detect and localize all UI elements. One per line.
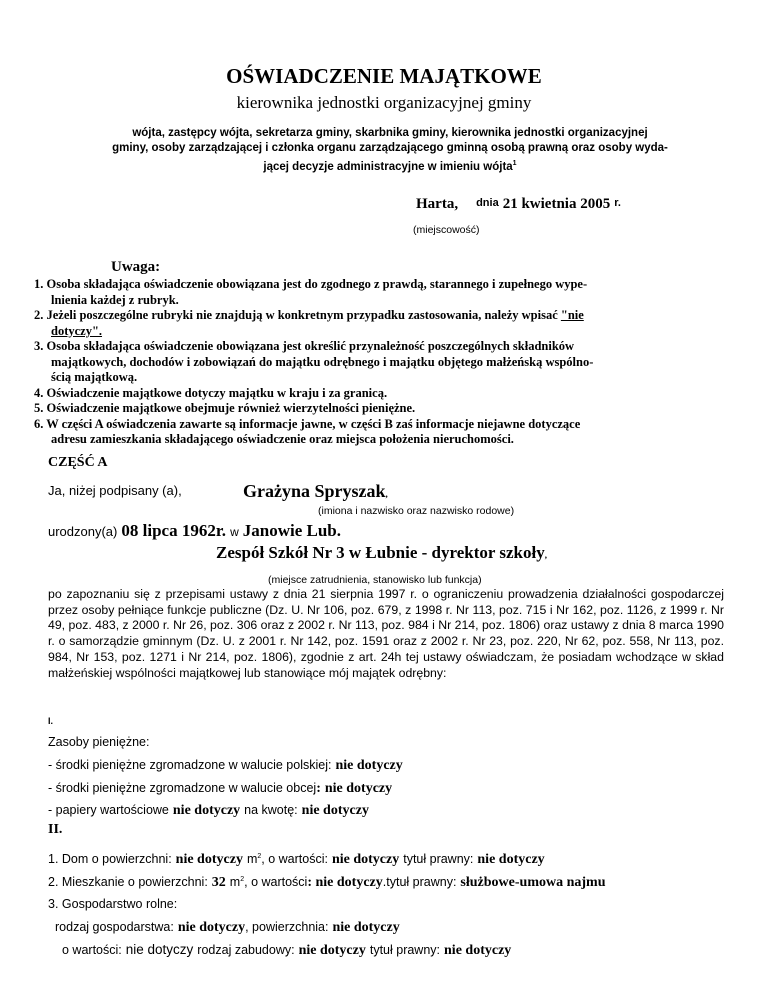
- pln-row: [48, 756, 403, 774]
- farm-value-row: [62, 941, 511, 959]
- house-unit: m: [246, 852, 258, 866]
- note-2: 2. Jeżeli poszczególne rubryki nie znajdują w konkretnym przypadku zastosowania, należy wpisać "nie: [34, 308, 584, 322]
- house-title: nie dotyczy: [477, 852, 545, 867]
- house-title-label: tytuł prawny:: [403, 852, 474, 866]
- note-4: 4. Oświadczenie majątkowe dotyczy majątku w kraju i za granicą.: [34, 385, 388, 400]
- note-2-quote: "nie: [560, 308, 584, 322]
- legal-paragraph: po zapoznaniu się z przepisami ustawy z dnia 21 sierpnia 1997 r. o ograniczeniu prowadzenia działalności gospodarczej przez osoby pełniące funkcje publiczne (Dz. U. Nr 106, poz. 679, z 1998 r. Nr 113, poz. 715 i Nr 162, poz. 1126, z 1999 r. Nr 49, poz. 483, z 2000 r. Nr 26, poz. 306 oraz z 2002 r. Nr 113, poz. 984 i Nr 214, poz. 1806) oraz ustawy z dnia 8 marca 1990 r. o samorządzie gminnym (Dz. U. z 2001 r. Nr 142, poz. 1591 oraz z 2002 r. Nr 23, poz. 220, Nr 62, poz. 558, Nr 113, poz. 984, Nr 153, poz. 1271 i Nr 214, poz. 1806), zgodnie z art. 24h tej ustawy oświadczam, że posiadam wchodzące w skład małżeńskiej wspólności majątkowej lub stanowiące mój majątek odrębny:: [48, 587, 724, 680]
- fx-label: - środki pieniężne zgromadzone w walucie obcej: [48, 781, 317, 795]
- securities-label: - papiery wartościowe: [48, 803, 169, 817]
- workplace-caption: (miejsce zatrudnienia, stanowisko lub funkcja): [268, 574, 482, 586]
- part-a-heading: CZĘŚĆ A: [48, 455, 108, 470]
- farm-value: nie dotyczy: [125, 942, 194, 957]
- born-date: 08 lipca 1962r.: [121, 521, 227, 540]
- declarant-label: Ja, niżej podpisany (a),: [48, 483, 182, 498]
- farm-area-label: , powierzchnia:: [245, 920, 329, 934]
- farm-title: nie dotyczy: [444, 943, 512, 958]
- farm-type: nie dotyczy: [177, 920, 246, 935]
- footnote-mark: 1: [512, 160, 517, 167]
- note-1: 1. Osoba składająca oświadczenie obowiązana jest do zgodnego z prawdą, starannego i zupełnego wype-: [34, 277, 588, 291]
- farm-build: nie dotyczy: [298, 943, 366, 958]
- flat-value: : nie dotyczy: [307, 875, 383, 890]
- house-area: nie dotyczy: [175, 852, 243, 867]
- pln-value: nie dotyczy: [335, 758, 403, 773]
- born-label: urodzony(a): [48, 524, 118, 539]
- notes-list: [34, 277, 734, 448]
- house-row: 1. Dom o powierzchni: nie dotyczy $m^2$, o wartości: nie dotyczy tytuł prawny: nie dotyczy: [48, 852, 545, 867]
- document-title: OŚWIADCZENIE MAJĄTKOWE: [226, 64, 542, 88]
- note-3-cont-2: ścią majątkową.: [51, 370, 138, 384]
- securities-amount-value: nie dotyczy: [301, 803, 369, 818]
- securities-value: nie dotyczy: [172, 803, 241, 818]
- applicable-persons: [60, 126, 720, 175]
- flat-row: 2. Mieszkanie o powierzchni: 32 $m^2$, o wartości: nie dotyczy.tytuł prawny: służbowe-umowa najmu: [48, 875, 606, 890]
- farm-type-label: rodzaj gospodarstwa:: [55, 920, 174, 934]
- flat-title-label: .tytuł prawny:: [382, 875, 457, 889]
- fx-row: - środki pieniężne zgromadzone w walucie obcej: nie dotyczy: [48, 781, 393, 796]
- farm-type-row: [55, 918, 400, 936]
- birth-line: [48, 521, 341, 541]
- date: 21 kwietnia 2005: [502, 196, 611, 212]
- born-place: Janowie Lub.: [242, 521, 341, 540]
- note-6-cont: adresu zamieszkania składającego oświadczenie oraz miejsca położenia nieruchomości.: [51, 432, 514, 446]
- document-subtitle: kierownika jednostki organizacyjnej gminy: [236, 93, 532, 112]
- section-1-roman: I.: [48, 716, 54, 726]
- note-6: 6. W części A oświadczenia zawarte są informacje jawne, w części B zaś informacje niejawne dotyczące: [34, 416, 581, 431]
- securities-row: [48, 801, 369, 819]
- flat-value-label: , o wartości: [244, 875, 308, 889]
- note-3-cont: majątkowych, dochodów i zobowiązań do majątku odrębnego i majątku objętego małżeńską wspólno-: [51, 354, 594, 369]
- place: Harta,: [416, 196, 459, 212]
- house-value-label: , o wartości:: [261, 852, 328, 866]
- farm-area: nie dotyczy: [332, 920, 400, 935]
- place-date: [416, 195, 621, 213]
- date-suffix: r.: [614, 197, 621, 209]
- name-caption: (imiona i nazwisko oraz nazwisko rodowe): [318, 505, 515, 517]
- notes-heading: Uwaga:: [111, 259, 161, 275]
- farm-title-label: tytuł prawny:: [369, 943, 441, 957]
- place-caption: (miejscowość): [413, 224, 480, 236]
- note-3: 3. Osoba składająca oświadczenie obowiązana jest określić przynależność poszczególnych składników: [34, 339, 575, 353]
- note-1-cont: lnienia każdej z rubryk.: [51, 292, 179, 307]
- fx-value: nie dotyczy: [324, 781, 393, 796]
- house-value: nie dotyczy: [331, 852, 400, 867]
- date-prefix: dnia: [476, 197, 499, 209]
- section-1-heading: Zasoby pieniężne:: [48, 735, 150, 749]
- born-w: w: [230, 525, 239, 539]
- farm-value-label: o wartości:: [62, 943, 122, 957]
- flat-area: 32: [211, 875, 226, 890]
- farm-build-label: rodzaj zabudowy:: [197, 943, 295, 957]
- flat-unit: m: [229, 875, 241, 889]
- note-5: 5. Oświadczenie majątkowe obejmuje również wierzytelności pieniężne.: [34, 401, 416, 415]
- applicable-persons-line-2: gminy, osoby zarządzającej i członka organu zarządzającego gminną osobą prawną oraz osoby wyda-: [112, 142, 668, 154]
- flat-title: służbowe-umowa najmu: [460, 875, 606, 890]
- note-2-cont: dotyczy".: [51, 323, 103, 338]
- flat-label: 2. Mieszkanie o powierzchni:: [48, 875, 208, 889]
- section-2-roman: II.: [48, 822, 63, 837]
- farm-label: 3. Gospodarstwo rolne:: [48, 897, 178, 911]
- applicable-persons-line-1: wójta, zastępcy wójta, sekretarza gminy, skarbnika gminy, kierownika jednostki organizacyjnej: [132, 127, 648, 139]
- pln-label: - środki pieniężne zgromadzone w walucie polskiej:: [48, 758, 332, 772]
- securities-amount-label: na kwotę:: [244, 803, 298, 817]
- declarant-name: Grażyna Spryszak,: [243, 481, 388, 501]
- house-label: 1. Dom o powierzchni:: [48, 852, 172, 866]
- workplace: Zespół Szkół Nr 3 w Łubnie - dyrektor szkoły,: [216, 543, 547, 562]
- applicable-persons-line-3: jącej decyzje administracyjne w imieniu wójta: [263, 160, 513, 173]
